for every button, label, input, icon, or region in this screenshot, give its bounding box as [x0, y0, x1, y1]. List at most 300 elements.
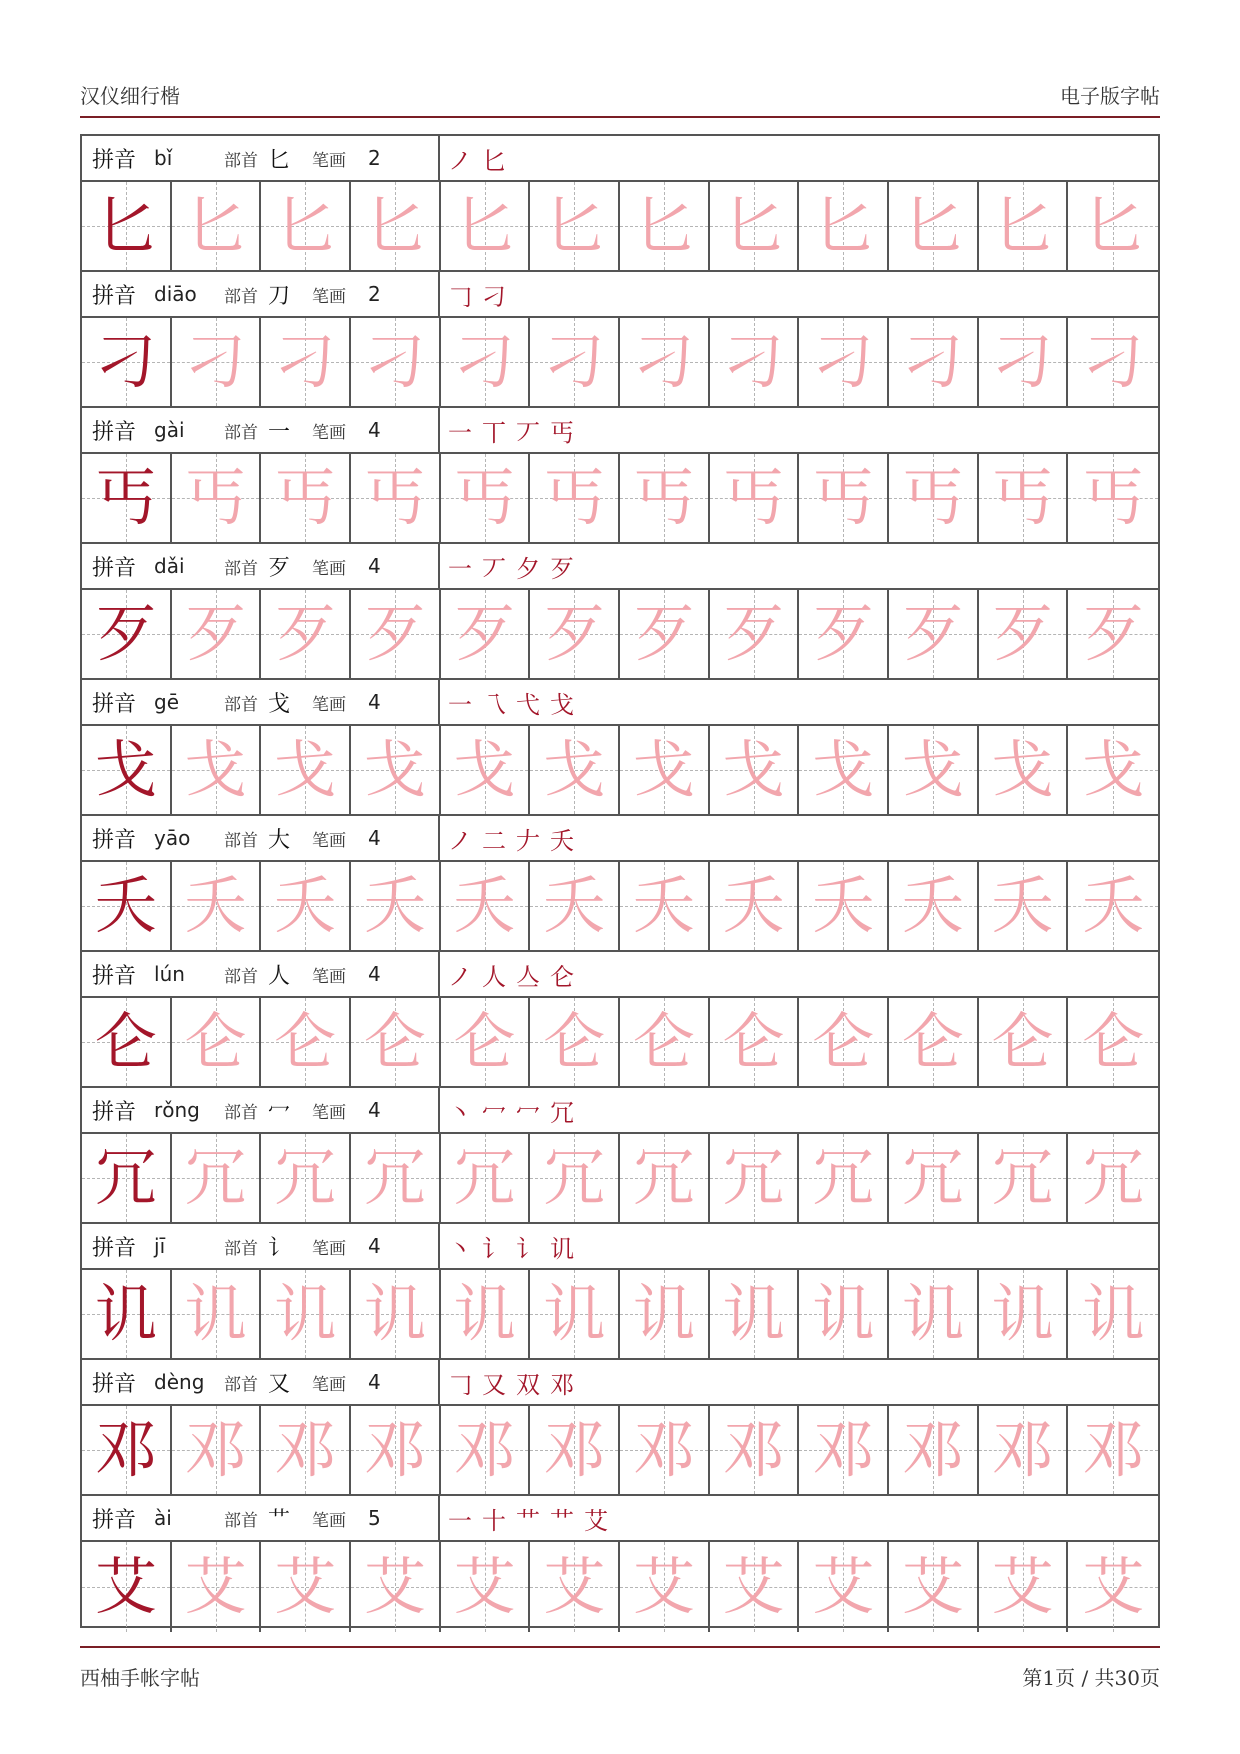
- char-entry: [82, 1496, 1158, 1632]
- char-entry: [82, 136, 1158, 272]
- trace-cell: [1068, 726, 1158, 814]
- stroke-step: 讠: [482, 1234, 506, 1263]
- stroke-step: 乁: [482, 690, 506, 719]
- trace-cell: [799, 454, 889, 542]
- trace-cell: [979, 1270, 1069, 1358]
- trace-char: 丐: [812, 461, 875, 534]
- trace-cell: [979, 726, 1069, 814]
- stroke-count: 5: [368, 1506, 381, 1530]
- trace-char: 冗: [812, 1141, 875, 1214]
- trace-char: 戈: [722, 733, 785, 806]
- char-entry: [82, 1088, 1158, 1224]
- trace-cell: [351, 454, 441, 542]
- trace-char: 匕: [722, 189, 785, 262]
- trace-char: 刁: [632, 325, 695, 398]
- trace-cell: [261, 590, 351, 678]
- trace-cell: [530, 1270, 620, 1358]
- page-header: [80, 76, 1160, 118]
- trace-cell: [1068, 1406, 1158, 1494]
- trace-char: 讥: [722, 1277, 785, 1350]
- trace-cell: [889, 182, 979, 270]
- pinyin-value: bǐ: [154, 146, 173, 170]
- trace-cell: [710, 454, 800, 542]
- model-cell: [82, 726, 172, 814]
- trace-cell: [979, 454, 1069, 542]
- model-char: 讥: [94, 1277, 157, 1350]
- trace-cell: [530, 726, 620, 814]
- trace-char: 仑: [991, 1005, 1054, 1078]
- trace-char: 匕: [1082, 189, 1145, 262]
- trace-cell: [799, 726, 889, 814]
- trace-cell: [530, 1542, 620, 1632]
- brand-name: 西柚手帐字帖: [80, 1666, 200, 1690]
- pinyin-value: jī: [154, 1234, 166, 1258]
- stroke-step: 戈: [550, 690, 574, 719]
- trace-cell: [799, 1406, 889, 1494]
- info-cell: [82, 272, 440, 316]
- info-cell: [82, 1360, 440, 1404]
- practice-grid-row: [82, 1406, 1158, 1496]
- practice-grid-row: [82, 454, 1158, 544]
- trace-cell: [172, 1406, 262, 1494]
- trace-char: 歹: [363, 597, 426, 670]
- trace-char: 歹: [812, 597, 875, 670]
- pinyin-value: lún: [154, 962, 185, 986]
- trace-char: 匕: [453, 189, 516, 262]
- trace-cell: [441, 454, 531, 542]
- stroke-step: 丐: [550, 418, 574, 447]
- trace-cell: [351, 318, 441, 406]
- stroke-step: ノ: [448, 826, 472, 855]
- trace-cell: [172, 998, 262, 1086]
- trace-cell: [979, 1542, 1069, 1632]
- char-entry: [82, 816, 1158, 952]
- pinyin-label: 拼音: [92, 1371, 137, 1397]
- stroke-step: 二: [482, 826, 506, 855]
- trace-char: 艾: [1082, 1550, 1145, 1623]
- trace-cell: [710, 1270, 800, 1358]
- trace-cell: [351, 590, 441, 678]
- practice-grid-row: [82, 998, 1158, 1088]
- trace-cell: [1068, 1542, 1158, 1632]
- pinyin-label: 拼音: [92, 555, 137, 581]
- model-cell: [82, 1134, 172, 1222]
- trace-char: 仑: [632, 1005, 695, 1078]
- trace-char: 刁: [722, 325, 785, 398]
- radical-label: 部首: [224, 830, 259, 851]
- trace-char: 匕: [991, 189, 1054, 262]
- info-row: [82, 816, 1158, 862]
- stroke-label: 笔画: [312, 1102, 347, 1123]
- stroke-step: 弋: [516, 690, 540, 719]
- trace-cell: [1068, 454, 1158, 542]
- stroke-label: 笔画: [312, 1374, 347, 1395]
- char-entry: [82, 408, 1158, 544]
- trace-char: 歹: [274, 597, 337, 670]
- model-char: 戈: [94, 733, 157, 806]
- trace-cell: [620, 862, 710, 950]
- trace-cell: [172, 318, 262, 406]
- stroke-step: 冖: [516, 1098, 540, 1127]
- radical-value: 又: [268, 1371, 291, 1397]
- trace-char: 戈: [812, 733, 875, 806]
- stroke-count: 4: [368, 554, 381, 578]
- trace-cell: [172, 862, 262, 950]
- trace-char: 匕: [632, 189, 695, 262]
- trace-char: 仑: [812, 1005, 875, 1078]
- info-row: [82, 1224, 1158, 1270]
- trace-char: 刁: [991, 325, 1054, 398]
- trace-char: 邓: [543, 1413, 606, 1486]
- trace-char: 戈: [1082, 733, 1145, 806]
- trace-char: 邓: [184, 1413, 247, 1486]
- trace-cell: [710, 1406, 800, 1494]
- stroke-step: 冗: [550, 1098, 574, 1127]
- trace-char: 冗: [722, 1141, 785, 1214]
- trace-char: 讥: [363, 1277, 426, 1350]
- trace-cell: [261, 862, 351, 950]
- trace-cell: [1068, 998, 1158, 1086]
- trace-cell: [979, 590, 1069, 678]
- trace-cell: [351, 998, 441, 1086]
- pinyin-label: 拼音: [92, 419, 137, 445]
- trace-char: 刁: [184, 325, 247, 398]
- char-entry: [82, 1360, 1158, 1496]
- practice-grid-row: [82, 1270, 1158, 1360]
- trace-cell: [1068, 1134, 1158, 1222]
- practice-grid-row: [82, 1134, 1158, 1224]
- info-cell: [82, 136, 440, 180]
- trace-char: 艾: [812, 1550, 875, 1623]
- radical-label: 部首: [224, 694, 259, 715]
- trace-char: 夭: [274, 869, 337, 942]
- stroke-count: 4: [368, 418, 381, 442]
- stroke-label: 笔画: [312, 1238, 347, 1259]
- stroke-step: 匕: [482, 146, 506, 175]
- pinyin-value: gē: [154, 690, 180, 714]
- radical-label: 部首: [224, 1238, 259, 1259]
- trace-cell: [889, 590, 979, 678]
- radical-value: 人: [268, 963, 291, 989]
- trace-cell: [710, 182, 800, 270]
- stroke-step: 丶: [448, 1098, 472, 1127]
- trace-cell: [620, 1406, 710, 1494]
- trace-char: 丐: [722, 461, 785, 534]
- stroke-step: 一: [448, 690, 472, 719]
- trace-cell: [710, 318, 800, 406]
- practice-grid-row: [82, 182, 1158, 272]
- trace-char: 刁: [363, 325, 426, 398]
- trace-cell: [1068, 182, 1158, 270]
- model-char: 丐: [94, 461, 157, 534]
- trace-cell: [261, 1270, 351, 1358]
- trace-char: 冗: [274, 1141, 337, 1214]
- trace-cell: [261, 726, 351, 814]
- trace-char: 匕: [274, 189, 337, 262]
- trace-char: 艾: [184, 1550, 247, 1623]
- trace-cell: [620, 726, 710, 814]
- trace-char: 丐: [453, 461, 516, 534]
- trace-char: 仑: [1082, 1005, 1145, 1078]
- trace-char: 夭: [363, 869, 426, 942]
- stroke-count: 4: [368, 1234, 381, 1258]
- trace-char: 艾: [901, 1550, 964, 1623]
- pinyin-value: rǒng: [154, 1098, 200, 1122]
- trace-cell: [441, 1270, 531, 1358]
- info-row: [82, 952, 1158, 998]
- model-cell: [82, 862, 172, 950]
- pinyin-label: 拼音: [92, 827, 137, 853]
- trace-char: 夭: [632, 869, 695, 942]
- trace-char: 歹: [543, 597, 606, 670]
- trace-char: 丐: [363, 461, 426, 534]
- model-char: 歹: [94, 597, 157, 670]
- trace-cell: [261, 1542, 351, 1632]
- stroke-step: 一: [448, 1506, 472, 1535]
- char-entry: [82, 544, 1158, 680]
- trace-cell: [979, 318, 1069, 406]
- trace-cell: [799, 862, 889, 950]
- trace-cell: [799, 1542, 889, 1632]
- trace-cell: [799, 998, 889, 1086]
- practice-grid-row: [82, 318, 1158, 408]
- stroke-step: 丅: [482, 418, 506, 447]
- practice-grid-row: [82, 726, 1158, 816]
- trace-cell: [441, 726, 531, 814]
- stroke-label: 笔画: [312, 830, 347, 851]
- trace-cell: [1068, 318, 1158, 406]
- trace-cell: [889, 1134, 979, 1222]
- trace-char: 艾: [722, 1550, 785, 1623]
- info-row: [82, 1360, 1158, 1406]
- trace-cell: [620, 1134, 710, 1222]
- stroke-step: 艹: [516, 1506, 540, 1535]
- trace-char: 夭: [543, 869, 606, 942]
- practice-grid-row: [82, 1542, 1158, 1632]
- radical-value: 冖: [268, 1099, 291, 1125]
- practice-sheet: [80, 134, 1160, 1628]
- trace-cell: [620, 182, 710, 270]
- trace-char: 夭: [812, 869, 875, 942]
- trace-cell: [889, 1542, 979, 1632]
- stroke-label: 笔画: [312, 150, 347, 171]
- trace-char: 邓: [632, 1413, 695, 1486]
- stroke-step: 双: [516, 1370, 540, 1399]
- model-cell: [82, 1270, 172, 1358]
- model-char: 刁: [94, 325, 157, 398]
- stroke-step: ノ: [448, 962, 472, 991]
- pinyin-value: gài: [154, 418, 185, 442]
- trace-cell: [620, 1270, 710, 1358]
- trace-cell: [889, 1406, 979, 1494]
- trace-cell: [530, 590, 620, 678]
- stroke-order: [440, 816, 1158, 860]
- trace-char: 戈: [901, 733, 964, 806]
- trace-char: 艾: [632, 1550, 695, 1623]
- info-row: [82, 544, 1158, 590]
- trace-cell: [889, 726, 979, 814]
- stroke-step: 邓: [550, 1370, 574, 1399]
- stroke-order: [440, 1360, 1158, 1404]
- info-cell: [82, 1088, 440, 1132]
- stroke-step: 丆: [482, 554, 506, 583]
- stroke-step: 刁: [482, 282, 506, 311]
- stroke-label: 笔画: [312, 694, 347, 715]
- trace-cell: [710, 998, 800, 1086]
- trace-char: 冗: [453, 1141, 516, 1214]
- trace-cell: [620, 318, 710, 406]
- trace-cell: [261, 318, 351, 406]
- model-char: 匕: [94, 189, 157, 262]
- practice-grid-row: [82, 590, 1158, 680]
- pinyin-label: 拼音: [92, 1099, 137, 1125]
- stroke-step: 丆: [516, 418, 540, 447]
- trace-cell: [979, 1134, 1069, 1222]
- char-entry: [82, 680, 1158, 816]
- stroke-step: 一: [448, 554, 472, 583]
- trace-char: 讥: [1082, 1277, 1145, 1350]
- trace-char: 邓: [1082, 1413, 1145, 1486]
- trace-char: 刁: [1082, 325, 1145, 398]
- model-char: 冗: [94, 1141, 157, 1214]
- stroke-step: 一: [448, 418, 472, 447]
- trace-char: 匕: [901, 189, 964, 262]
- pinyin-label: 拼音: [92, 1507, 137, 1533]
- info-row: [82, 680, 1158, 726]
- trace-char: 戈: [543, 733, 606, 806]
- info-cell: [82, 680, 440, 724]
- stroke-step: 夭: [550, 826, 574, 855]
- trace-cell: [441, 862, 531, 950]
- model-cell: [82, 590, 172, 678]
- trace-cell: [261, 1134, 351, 1222]
- trace-char: 冗: [991, 1141, 1054, 1214]
- stroke-label: 笔画: [312, 422, 347, 443]
- model-cell: [82, 998, 172, 1086]
- trace-char: 戈: [632, 733, 695, 806]
- trace-char: 丐: [1082, 461, 1145, 534]
- trace-cell: [530, 1406, 620, 1494]
- trace-char: 夭: [722, 869, 785, 942]
- trace-char: 戈: [991, 733, 1054, 806]
- trace-char: 艾: [363, 1550, 426, 1623]
- pinyin-label: 拼音: [92, 283, 137, 309]
- trace-char: 讥: [543, 1277, 606, 1350]
- trace-char: 邓: [274, 1413, 337, 1486]
- trace-cell: [710, 590, 800, 678]
- trace-char: 丐: [632, 461, 695, 534]
- trace-char: 讥: [991, 1277, 1054, 1350]
- trace-cell: [530, 454, 620, 542]
- trace-char: 匕: [812, 189, 875, 262]
- trace-char: 讥: [274, 1277, 337, 1350]
- trace-cell: [261, 1406, 351, 1494]
- trace-char: 邓: [812, 1413, 875, 1486]
- info-row: [82, 136, 1158, 182]
- trace-cell: [979, 862, 1069, 950]
- pinyin-label: 拼音: [92, 147, 137, 173]
- trace-char: 讥: [453, 1277, 516, 1350]
- trace-cell: [620, 1542, 710, 1632]
- info-row: [82, 1496, 1158, 1542]
- radical-value: 艹: [268, 1507, 291, 1533]
- info-cell: [82, 1496, 440, 1540]
- radical-label: 部首: [224, 422, 259, 443]
- info-cell: [82, 544, 440, 588]
- trace-cell: [1068, 862, 1158, 950]
- stroke-step: 讠: [516, 1234, 540, 1263]
- model-char: 仑: [94, 1005, 157, 1078]
- radical-value: 讠: [268, 1235, 291, 1261]
- model-cell: [82, 182, 172, 270]
- trace-cell: [889, 998, 979, 1086]
- trace-cell: [261, 454, 351, 542]
- trace-cell: [441, 1134, 531, 1222]
- stroke-order: [440, 408, 1158, 452]
- trace-cell: [351, 182, 441, 270]
- stroke-step: 歹: [550, 554, 574, 583]
- trace-char: 仑: [722, 1005, 785, 1078]
- radical-label: 部首: [224, 1510, 259, 1531]
- trace-cell: [1068, 590, 1158, 678]
- trace-cell: [351, 726, 441, 814]
- stroke-count: 4: [368, 1370, 381, 1394]
- pinyin-value: ài: [154, 1506, 172, 1530]
- stroke-step: 𠃌: [448, 1370, 472, 1399]
- radical-value: 一: [268, 419, 291, 445]
- trace-char: 匕: [184, 189, 247, 262]
- model-char: 邓: [94, 1413, 157, 1486]
- trace-cell: [441, 590, 531, 678]
- trace-char: 丐: [991, 461, 1054, 534]
- trace-cell: [889, 454, 979, 542]
- trace-cell: [530, 862, 620, 950]
- trace-cell: [351, 1406, 441, 1494]
- trace-char: 夭: [1082, 869, 1145, 942]
- trace-char: 歹: [991, 597, 1054, 670]
- radical-value: 歹: [268, 555, 291, 581]
- trace-cell: [441, 318, 531, 406]
- trace-cell: [799, 590, 889, 678]
- stroke-step: 人: [482, 962, 506, 991]
- stroke-order: [440, 1088, 1158, 1132]
- trace-char: 戈: [274, 733, 337, 806]
- trace-cell: [351, 1270, 441, 1358]
- trace-char: 仑: [901, 1005, 964, 1078]
- trace-cell: [530, 182, 620, 270]
- trace-char: 仑: [274, 1005, 337, 1078]
- trace-cell: [172, 182, 262, 270]
- trace-cell: [799, 1270, 889, 1358]
- pinyin-value: dǎi: [154, 554, 185, 578]
- trace-cell: [710, 726, 800, 814]
- trace-char: 讥: [812, 1277, 875, 1350]
- trace-char: 仑: [363, 1005, 426, 1078]
- trace-cell: [979, 1406, 1069, 1494]
- radical-label: 部首: [224, 1102, 259, 1123]
- trace-cell: [172, 454, 262, 542]
- stroke-order: [440, 544, 1158, 588]
- stroke-count: 2: [368, 146, 381, 170]
- trace-cell: [979, 182, 1069, 270]
- trace-cell: [710, 1134, 800, 1222]
- trace-char: 冗: [363, 1141, 426, 1214]
- trace-char: 匕: [543, 189, 606, 262]
- radical-value: 刀: [268, 283, 291, 309]
- info-cell: [82, 952, 440, 996]
- stroke-label: 笔画: [312, 1510, 347, 1531]
- trace-char: 艾: [991, 1550, 1054, 1623]
